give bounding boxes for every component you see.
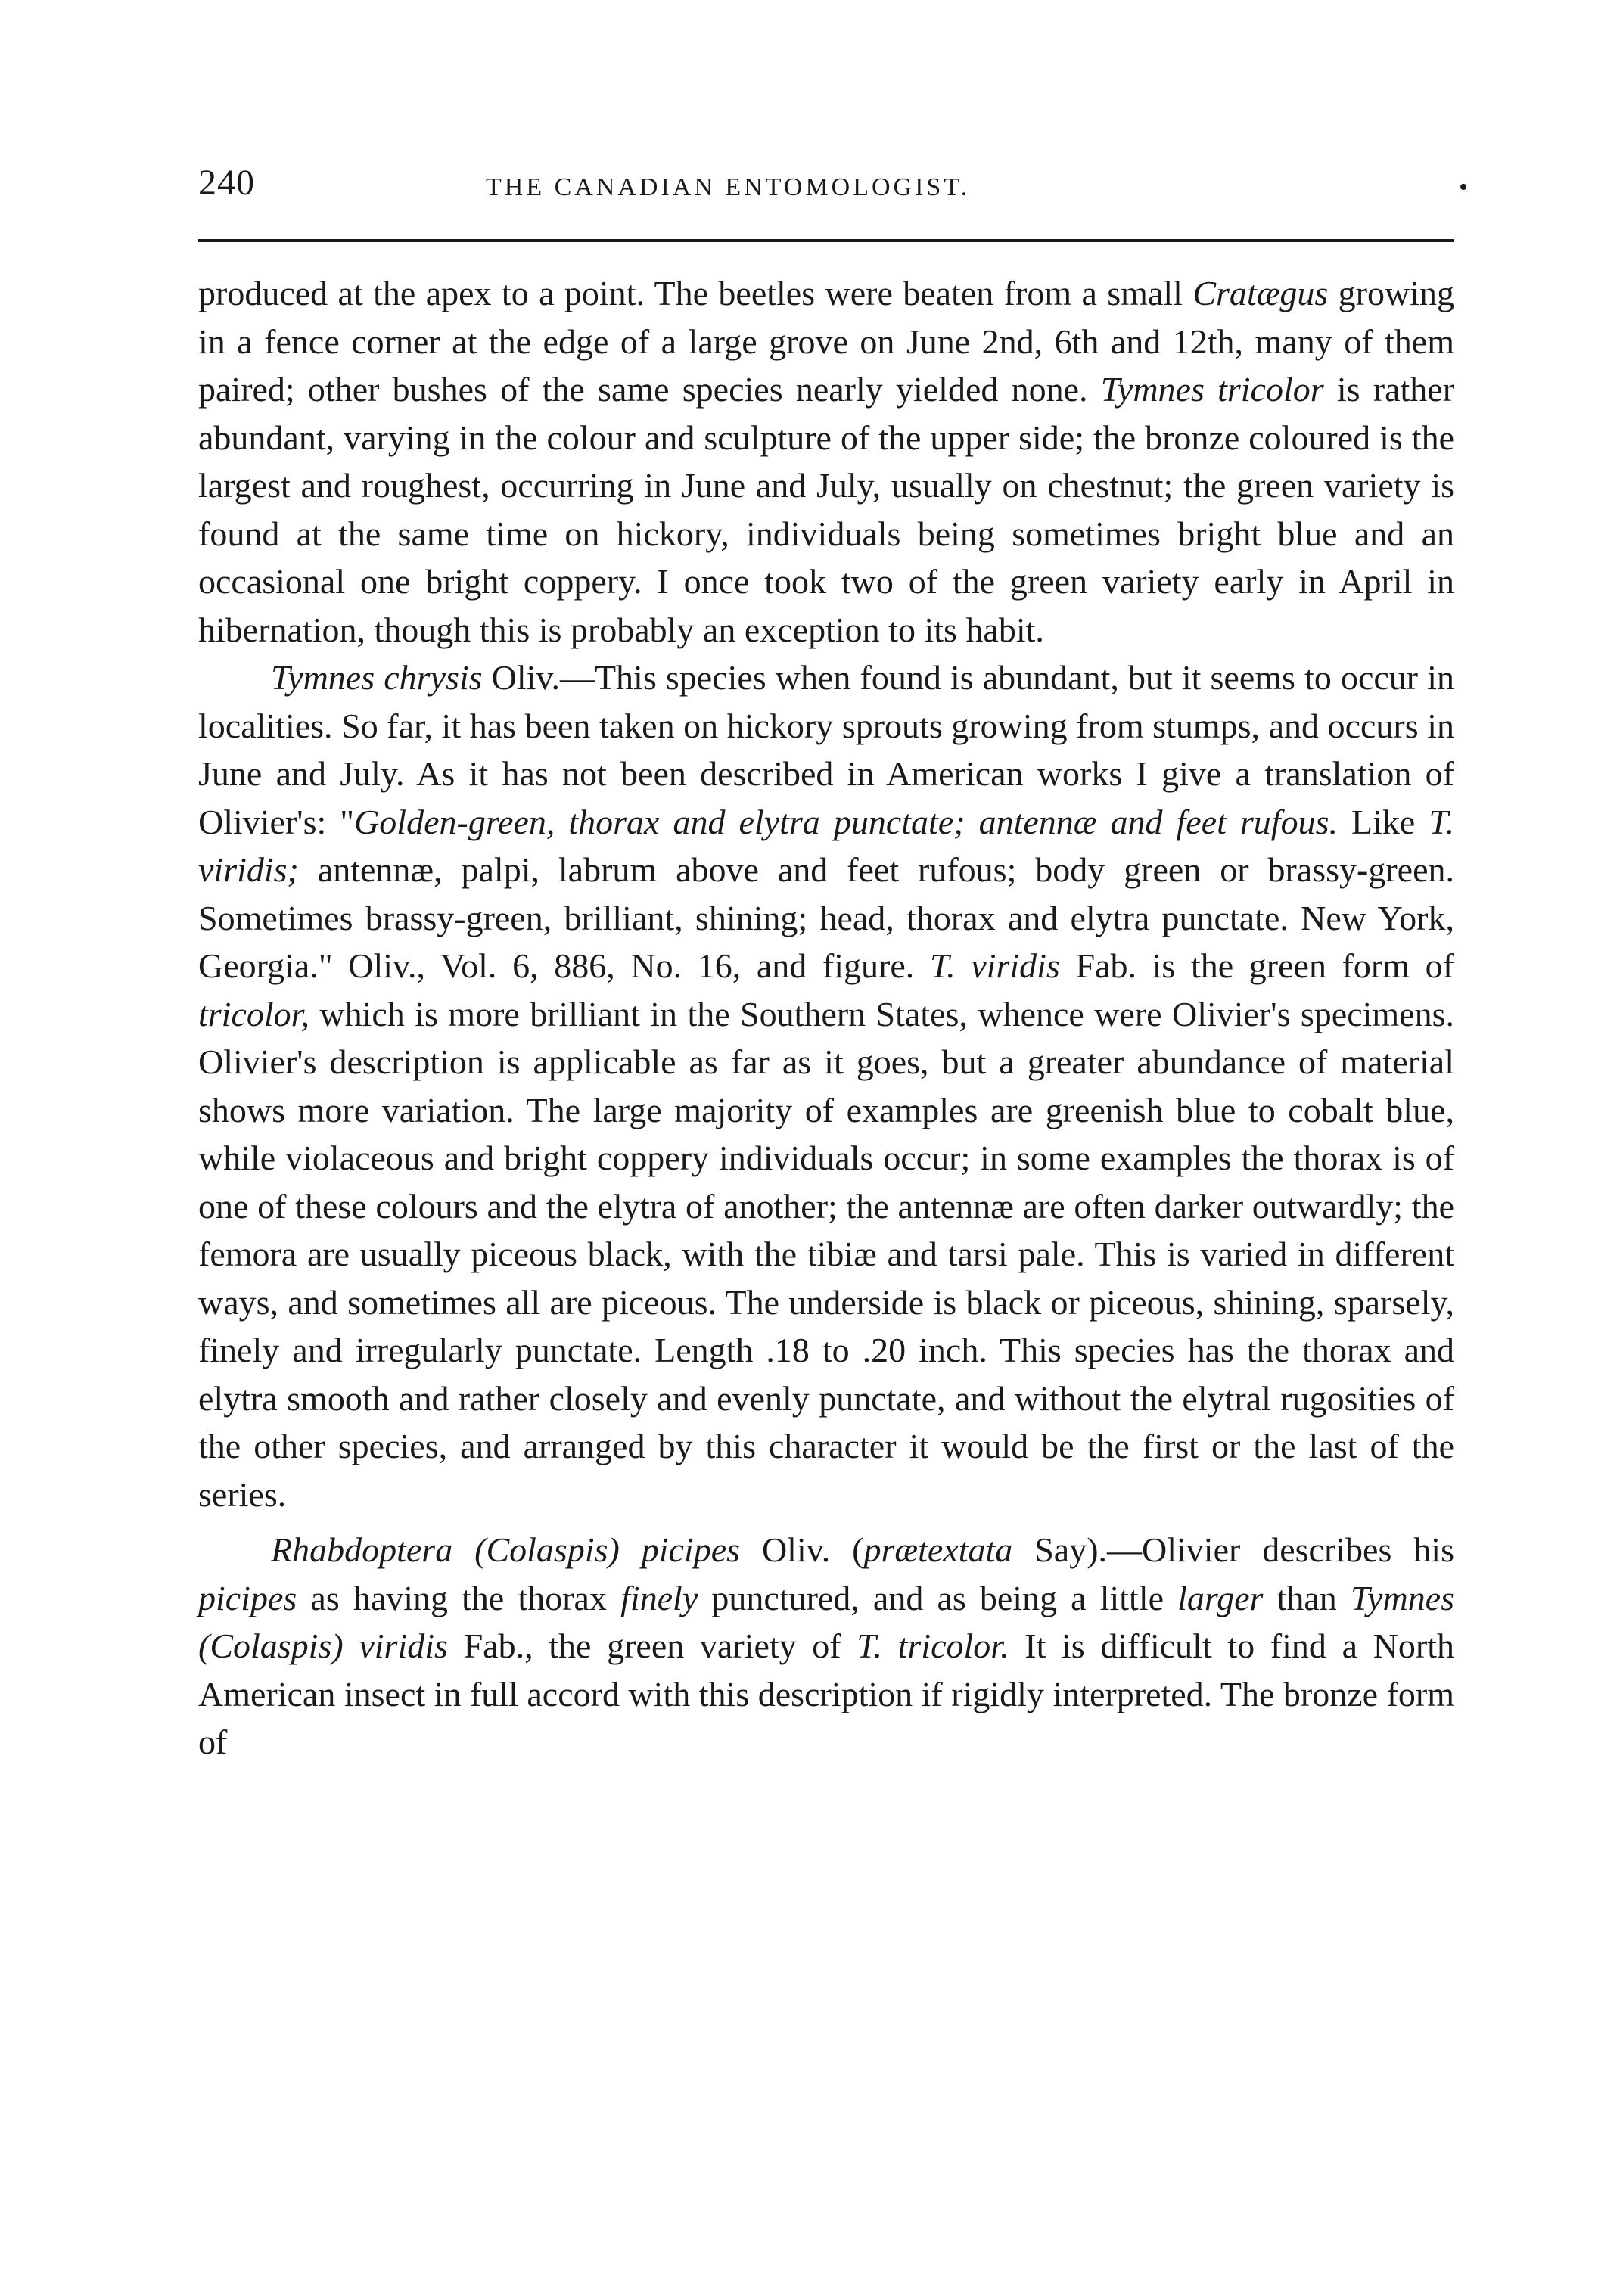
text-run: as having the thorax: [297, 1578, 621, 1617]
text-run: punctured, and as being a little: [698, 1578, 1178, 1617]
text-run: It is difficult to find a North American insect in full accord with this description if rigidly interpreted. The bronze form of: [198, 1626, 1454, 1761]
header-mark: •: [1459, 173, 1468, 201]
italic-text: T. viridis;: [198, 802, 1455, 889]
running-title: THE CANADIAN ENTOMOLOGIST.: [486, 173, 971, 201]
italic-text: Tymnes (Colaspis) viridis: [198, 1578, 1454, 1665]
italic-text: Tymnes tricolor: [1100, 370, 1324, 409]
italic-text: Tymnes chrysis: [271, 658, 483, 697]
text-run: Oliv.—This species when found is abundant, but it seems to occur in localities. So far, it has been taken on hickory sprouts growing from stumps, and occurs in June and July. As it has not been described in American works I give a translation of Olivier's: ": [198, 658, 1454, 841]
italic-text: tricolor,: [198, 994, 309, 1033]
page-number: 240: [198, 163, 255, 203]
text-run: than: [1263, 1578, 1351, 1617]
header-rule: [198, 239, 1454, 242]
italic-text: Golden-green, thorax and elytra punctate; antennæ and feet rufous.: [354, 802, 1338, 841]
text-run: produced at the apex to a point. The beetles were beaten from a small: [198, 274, 1193, 312]
italic-text: Cratægus: [1192, 274, 1329, 312]
text-run: Fab. is the green form of: [1059, 946, 1454, 985]
paragraph: [198, 654, 1454, 1518]
text-run: Fab., the green variety of: [447, 1626, 857, 1665]
body-text: [198, 269, 1454, 1766]
italic-text: T. viridis: [929, 946, 1060, 985]
paragraph: [198, 1526, 1454, 1766]
italic-text: finely: [620, 1578, 698, 1617]
text-run: antennæ, palpi, labrum above and feet rufous; body green or brassy-green. Sometimes brassy-green, brilliant, shining; head, thorax and elytra punctate. New York, Georgia." Oliv., Vol. 6, 886, No. 16, and figure.: [198, 850, 1454, 985]
text-run: growing in a fence corner at the edge of a large grove on June 2nd, 6th and 12th, many of them paired; other bushes of the same species nearly yielded none.: [198, 274, 1455, 409]
italic-text: picipes: [198, 1578, 297, 1617]
text-run: Like: [1338, 802, 1429, 841]
italic-text: larger: [1177, 1578, 1264, 1617]
text-run: Oliv. (: [740, 1530, 864, 1569]
text-run: Say).—Olivier describes his: [1012, 1530, 1454, 1569]
italic-text: Rhabdoptera (Colaspis) picipes: [271, 1530, 741, 1569]
text-run: is rather abundant, varying in the colour and sculpture of the upper side; the bronze coloured is the largest and roughest, occurring in June and July, usually on chestnut; the green variety is found at the same time on hickory, individuals being sometimes bright blue and an occasional one bright coppery. I once took two of the green variety early in April in hibernation, though this is probably an exception to its habit.: [198, 370, 1455, 649]
paragraph: [198, 269, 1454, 654]
italic-text: prætextata: [863, 1530, 1013, 1569]
page-header: [198, 160, 1468, 206]
italic-text: T. tricolor.: [857, 1626, 1009, 1665]
text-run: which is more brilliant in the Southern States, whence were Olivier's specimens. Olivier's description is applicable as far as it goes, but a greater abundance of material shows more variation. The large majority of examples are greenish blue to cobalt blue, while violaceous and bright coppery individuals occur; in some examples the thorax is of one of these colours and the elytra of another; the antennæ are often darker outwardly; the femora are usually piceous black, with the tibiæ and tarsi pale. This is varied in different ways, and sometimes all are piceous. The underside is black or piceous, shining, sparsely, finely and irregularly punctate. Length .18 to .20 inch. This species has the thorax and elytra smooth and rather closely and evenly punctate, and without the elytral rugosities of the other species, and arranged by this character it would be the first or the last of the series.: [198, 994, 1454, 1514]
